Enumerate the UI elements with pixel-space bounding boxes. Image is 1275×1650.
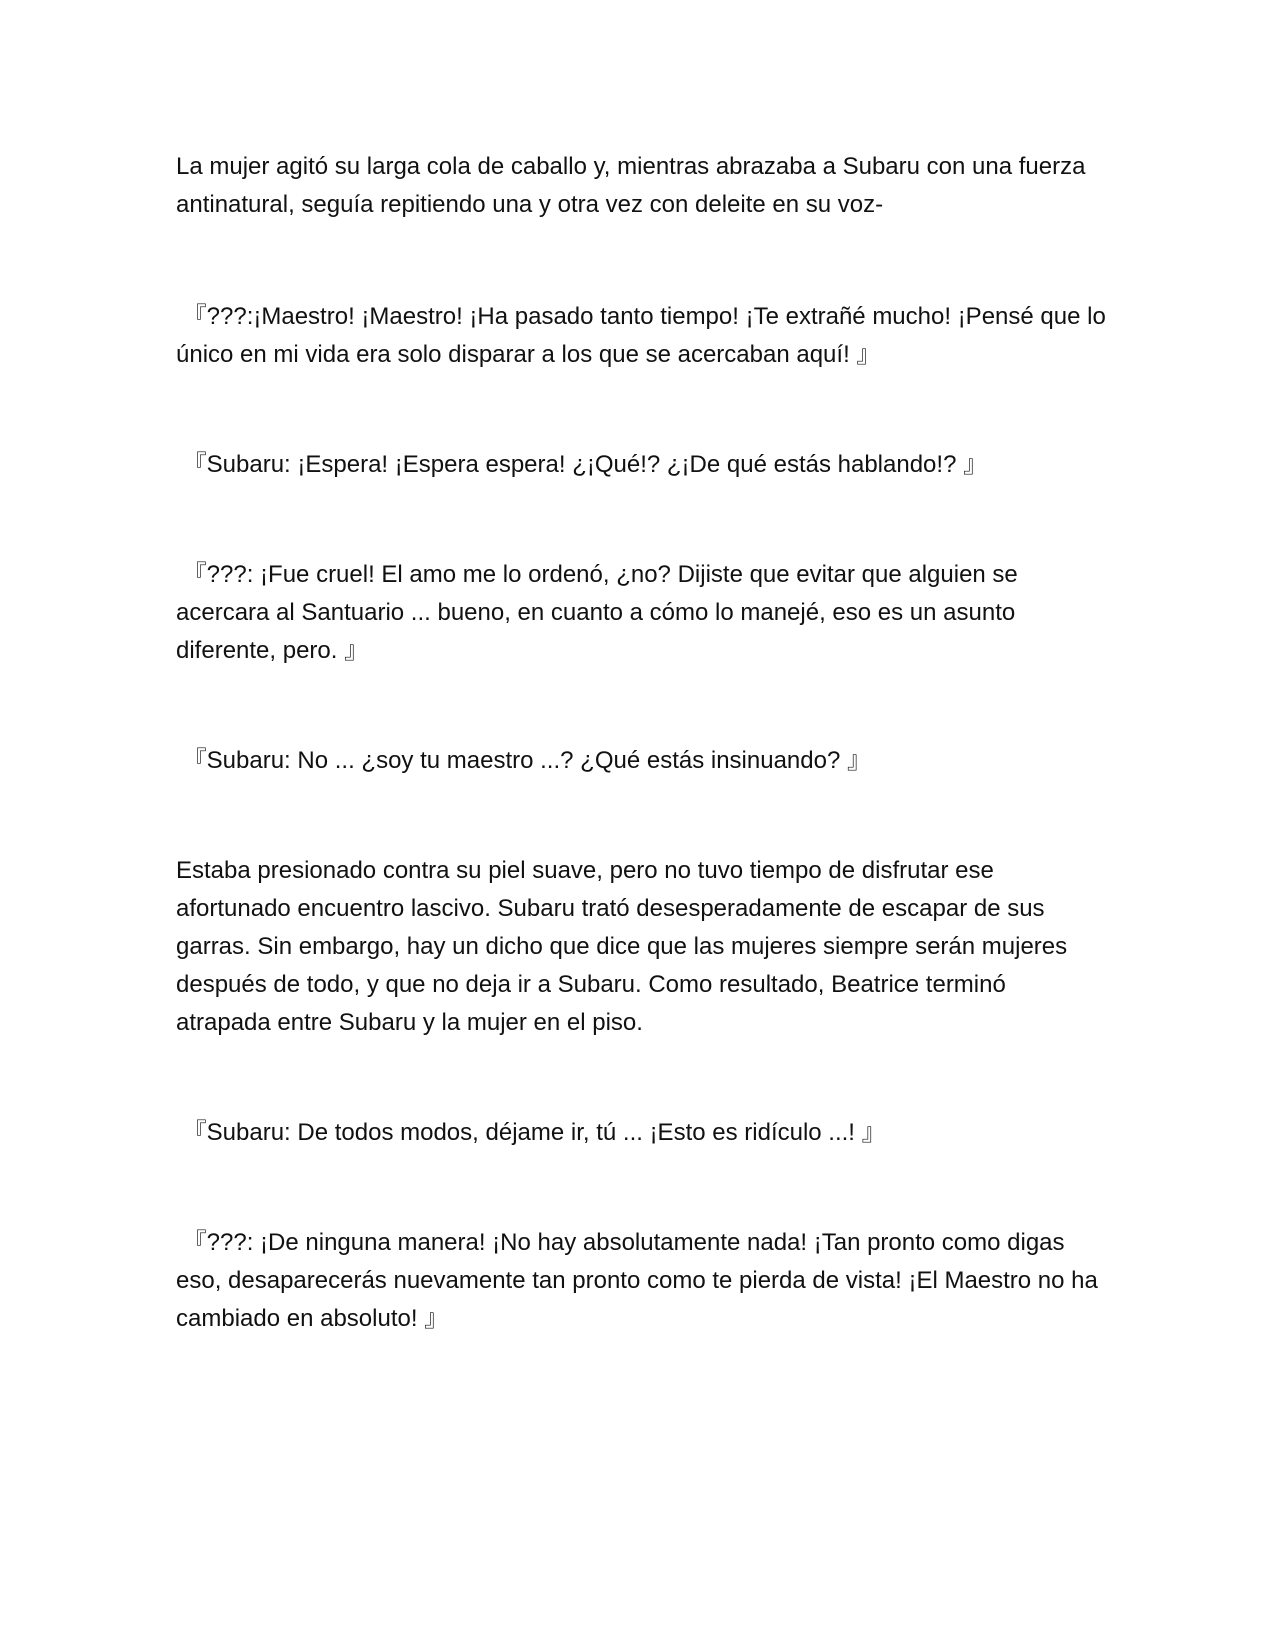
dialogue-paragraph: 『???:¡Maestro! ¡Maestro! ¡Ha pasado tanto tiempo! ¡Te extrañé mucho! ¡Pensé que lo único en mi vida era solo disparar a los que se acercaban aquí! 』 xyxy=(176,303,1113,368)
dialogue-paragraph: 『Subaru: ¡Espera! ¡Espera espera! ¿¡Qué!? ¿¡De qué estás hablando!? 』 xyxy=(176,451,988,478)
document-body xyxy=(176,148,1113,1338)
dialogue-paragraph: 『???: ¡De ninguna manera! ¡No hay absolutamente nada! ¡Tan pronto como digas eso, desaparecerás nuevamente tan pronto como te pierda de vista! ¡El Maestro no ha cambiado en absoluto! 』 xyxy=(176,1229,1105,1332)
narration-paragraph: La mujer agitó su larga cola de caballo y, mientras abrazaba a Subaru con una fuerza antinatural, seguía repitiendo una y otra vez con deleite en su voz- xyxy=(176,153,1093,218)
dialogue-paragraph: 『???: ¡Fue cruel! El amo me lo ordenó, ¿no? Dijiste que evitar que alguien se acercara al Santuario ... bueno, en cuanto a cómo lo manejé, eso es un asunto diferente, pero. 』 xyxy=(176,561,1025,664)
narration-paragraph: Estaba presionado contra su piel suave, pero no tuvo tiempo de disfrutar ese afortunado encuentro lascivo. Subaru trató desesperadamente de escapar de sus garras. Sin embargo, hay un dicho que dice que las mujeres siempre serán mujeres después de todo, y que no deja ir a Subaru. Como resultado, Beatrice terminó atrapada entre Subaru y la mujer en el piso. xyxy=(176,857,1074,1036)
dialogue-paragraph: 『Subaru: De todos modos, déjame ir, tú ... ¡Esto es ridículo ...! 』 xyxy=(176,1119,886,1146)
dialogue-paragraph: 『Subaru: No ... ¿soy tu maestro ...? ¿Qué estás insinuando? 』 xyxy=(176,747,871,774)
